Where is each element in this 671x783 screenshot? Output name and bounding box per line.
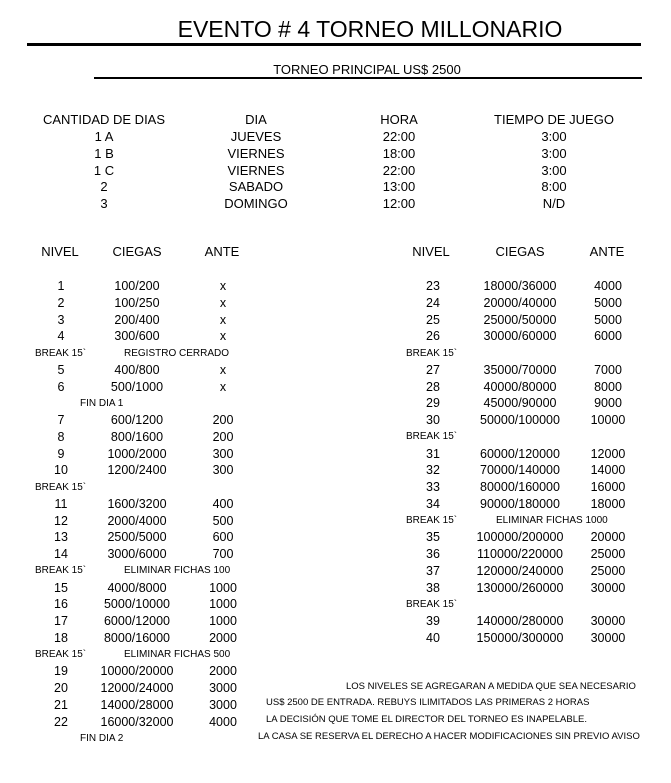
level-number: 12: [54, 513, 68, 528]
schedule-cell: 2: [100, 179, 108, 195]
schedule-header: HORA: [380, 112, 418, 127]
level-number: 24: [426, 295, 440, 310]
levels-header: CIEGAS: [112, 244, 162, 259]
schedule-cell: 3: [100, 196, 108, 212]
level-ante: 20000: [590, 530, 626, 545]
level-blinds: 60000/120000: [480, 446, 560, 461]
level-blinds: 800/1600: [110, 429, 164, 444]
level-number: 10: [54, 463, 68, 478]
level-ante: 2000: [209, 630, 237, 645]
level-number: 11: [54, 496, 68, 511]
break-note: ELIMINAR FICHAS 500: [124, 649, 231, 660]
level-ante: 12000: [590, 446, 626, 461]
level-blinds: 14000/28000: [100, 697, 174, 712]
level-blinds: 1000/2000: [107, 446, 167, 461]
level-ante: 30000: [590, 614, 626, 628]
level-number: 33: [426, 480, 440, 494]
level-blinds: 50000/100000: [480, 413, 560, 427]
level-ante: 300: [212, 446, 234, 461]
level-number: 8: [57, 429, 65, 444]
level-ante: 7000: [594, 362, 622, 377]
level-ante: x: [219, 295, 227, 310]
level-number: 35: [426, 530, 440, 545]
schedule-cell: 12:00: [382, 196, 416, 212]
level-ante: 4000: [209, 714, 237, 729]
level-number: 7: [57, 413, 65, 427]
level-blinds: 600/1200: [110, 413, 164, 427]
break-label: BREAK 15`: [406, 598, 458, 610]
break-label: BREAK 15`: [35, 649, 87, 660]
footer-note: LOS NIVELES SE AGREGARAN A MEDIDA QUE SEA NECESARIO: [346, 681, 636, 692]
level-number: 5: [57, 362, 65, 377]
schedule-cell: VIERNES: [227, 145, 285, 161]
level-number: 28: [426, 379, 440, 394]
level-blinds: 18000/36000: [483, 279, 557, 293]
title-divider: [27, 43, 641, 46]
level-blinds: 12000/24000: [100, 681, 174, 695]
level-ante: 25000: [590, 547, 626, 561]
level-number: 40: [426, 630, 440, 645]
level-number: 9: [57, 446, 65, 461]
schedule-cell: 8:00: [541, 179, 567, 195]
level-ante: 9000: [594, 396, 622, 411]
level-ante: 2000: [209, 664, 237, 679]
schedule-cell: DOMINGO: [224, 196, 288, 212]
break-label: BREAK 15`: [406, 431, 458, 443]
level-number: 18: [54, 630, 68, 645]
level-number: 17: [54, 614, 68, 628]
level-ante: 3000: [209, 697, 237, 712]
level-number: 21: [54, 697, 68, 712]
level-number: 6: [57, 379, 65, 394]
level-ante: x: [219, 279, 227, 293]
level-number: 27: [426, 362, 440, 377]
level-number: 37: [426, 563, 440, 578]
level-ante: 1000: [209, 580, 237, 595]
level-blinds: 130000/260000: [476, 580, 564, 595]
level-blinds: 10000/20000: [100, 664, 174, 679]
level-blinds: 30000/60000: [483, 329, 557, 344]
schedule-cell: 1 C: [93, 162, 115, 178]
footer-note: LA CASA SE RESERVA EL DERECHO A HACER MODIFICACIONES SIN PREVIO AVISO: [258, 731, 640, 742]
levels-header: NIVEL: [412, 244, 450, 259]
level-ante: 25000: [590, 563, 626, 578]
level-blinds: 200/400: [114, 312, 160, 327]
level-number: 29: [426, 396, 440, 411]
level-number: 22: [54, 714, 68, 729]
level-blinds: 90000/180000: [480, 496, 560, 511]
level-number: 38: [426, 580, 440, 595]
level-blinds: 6000/12000: [103, 614, 171, 628]
level-number: 3: [57, 312, 65, 327]
schedule-header: TIEMPO DE JUEGO: [494, 112, 614, 127]
levels-header: ANTE: [204, 244, 240, 259]
day-end-label: FIN DIA 1: [80, 397, 124, 409]
level-blinds: 2500/5000: [107, 530, 167, 545]
schedule-cell: 1 B: [94, 145, 114, 161]
level-ante: x: [219, 379, 227, 394]
level-ante: 400: [212, 496, 234, 511]
level-ante: 14000: [590, 463, 626, 478]
level-number: 31: [426, 446, 440, 461]
levels-header: ANTE: [589, 244, 625, 259]
level-blinds: 35000/70000: [483, 362, 557, 377]
level-ante: x: [219, 329, 227, 344]
level-ante: 4000: [594, 279, 622, 293]
level-ante: 5000: [594, 312, 622, 327]
levels-header: NIVEL: [41, 244, 79, 259]
level-number: 32: [426, 463, 440, 478]
level-ante: x: [219, 312, 227, 327]
level-blinds: 150000/300000: [476, 630, 564, 645]
level-blinds: 1600/3200: [107, 496, 167, 511]
level-blinds: 8000/16000: [103, 630, 171, 645]
schedule-cell: 3:00: [541, 129, 567, 144]
break-note: REGISTRO CERRADO: [124, 347, 230, 359]
schedule-cell: SABADO: [228, 179, 284, 195]
level-ante: 16000: [590, 480, 626, 494]
footer-note: LA DECISIÓN QUE TOME EL DIRECTOR DEL TORNEO ES INAPELABLE.: [266, 714, 587, 725]
level-blinds: 70000/140000: [480, 463, 560, 478]
day-end-label: FIN DIA 2: [80, 732, 124, 744]
level-number: 16: [54, 597, 68, 612]
level-blinds: 100/250: [114, 295, 160, 310]
schedule-cell: 22:00: [382, 162, 416, 178]
subtitle: TORNEO PRINCIPAL US$ 2500: [273, 62, 461, 77]
level-ante: 3000: [209, 681, 237, 695]
level-number: 25: [426, 312, 440, 327]
level-ante: 200: [212, 429, 234, 444]
level-ante: 500: [212, 513, 234, 528]
schedule-header: DIA: [245, 112, 267, 127]
level-blinds: 40000/80000: [483, 379, 557, 394]
level-ante: x: [219, 362, 227, 377]
level-blinds: 100000/200000: [476, 530, 564, 545]
level-blinds: 45000/90000: [483, 396, 557, 411]
level-ante: 200: [212, 413, 234, 427]
schedule-cell: 18:00: [382, 145, 416, 161]
level-number: 15: [54, 580, 68, 595]
footer-note: US$ 2500 DE ENTRADA. REBUYS ILIMITADOS LAS PRIMERAS 2 HORAS: [266, 697, 590, 708]
level-ante: 600: [212, 530, 234, 545]
level-blinds: 25000/50000: [483, 312, 557, 327]
schedule-cell: 3:00: [541, 162, 567, 178]
level-ante: 18000: [590, 496, 626, 511]
break-label: BREAK 15`: [35, 481, 87, 493]
level-number: 4: [57, 329, 65, 344]
level-number: 26: [426, 329, 440, 344]
schedule-cell: 1 A: [94, 129, 114, 144]
level-ante: 1000: [209, 597, 237, 612]
level-number: 36: [426, 547, 440, 561]
level-number: 30: [426, 413, 440, 427]
break-label: BREAK 15`: [35, 565, 87, 577]
break-label: BREAK 15`: [35, 347, 87, 359]
page-title: EVENTO # 4 TORNEO MILLONARIO: [177, 16, 563, 42]
break-label: BREAK 15`: [406, 515, 458, 526]
level-blinds: 1200/2400: [107, 463, 167, 478]
level-ante: 30000: [590, 630, 626, 645]
level-number: 34: [426, 496, 440, 511]
level-blinds: 5000/10000: [103, 597, 171, 612]
level-number: 19: [54, 664, 68, 679]
level-blinds: 300/600: [114, 329, 160, 344]
level-number: 23: [426, 279, 440, 293]
level-ante: 1000: [209, 614, 237, 628]
schedule-cell: JUEVES: [230, 129, 282, 144]
level-ante: 700: [212, 547, 234, 561]
level-blinds: 500/1000: [110, 379, 164, 394]
level-blinds: 400/800: [114, 362, 160, 377]
level-blinds: 20000/40000: [483, 295, 557, 310]
schedule-cell: 22:00: [382, 129, 416, 144]
level-number: 39: [426, 614, 440, 628]
level-ante: 6000: [594, 329, 622, 344]
level-ante: 10000: [590, 413, 626, 427]
schedule-cell: VIERNES: [227, 162, 285, 178]
level-blinds: 100/200: [114, 279, 160, 293]
level-number: 20: [54, 681, 68, 695]
level-blinds: 80000/160000: [480, 480, 560, 494]
level-blinds: 4000/8000: [107, 580, 167, 595]
levels-header: CIEGAS: [495, 244, 545, 259]
level-blinds: 2000/4000: [107, 513, 167, 528]
level-blinds: 16000/32000: [100, 714, 174, 729]
break-note: ELIMINAR FICHAS 100: [124, 565, 231, 577]
level-number: 1: [57, 279, 65, 293]
level-blinds: 3000/6000: [107, 547, 167, 561]
schedule-header: CANTIDAD DE DIAS: [42, 112, 166, 127]
break-note: ELIMINAR FICHAS 1000: [496, 515, 608, 526]
level-ante: 8000: [594, 379, 622, 394]
break-label: BREAK 15`: [406, 347, 458, 359]
level-ante: 5000: [594, 295, 622, 310]
subtitle-divider: [94, 77, 642, 79]
level-number: 14: [54, 547, 68, 561]
schedule-cell: N/D: [542, 196, 566, 212]
level-number: 2: [57, 295, 65, 310]
level-ante: 300: [212, 463, 234, 478]
level-number: 13: [54, 530, 68, 545]
level-blinds: 110000/220000: [477, 547, 563, 561]
level-ante: 30000: [590, 580, 626, 595]
level-blinds: 120000/240000: [476, 563, 564, 578]
schedule-cell: 13:00: [382, 179, 416, 195]
level-blinds: 140000/280000: [476, 614, 564, 628]
schedule-cell: 3:00: [541, 145, 567, 161]
